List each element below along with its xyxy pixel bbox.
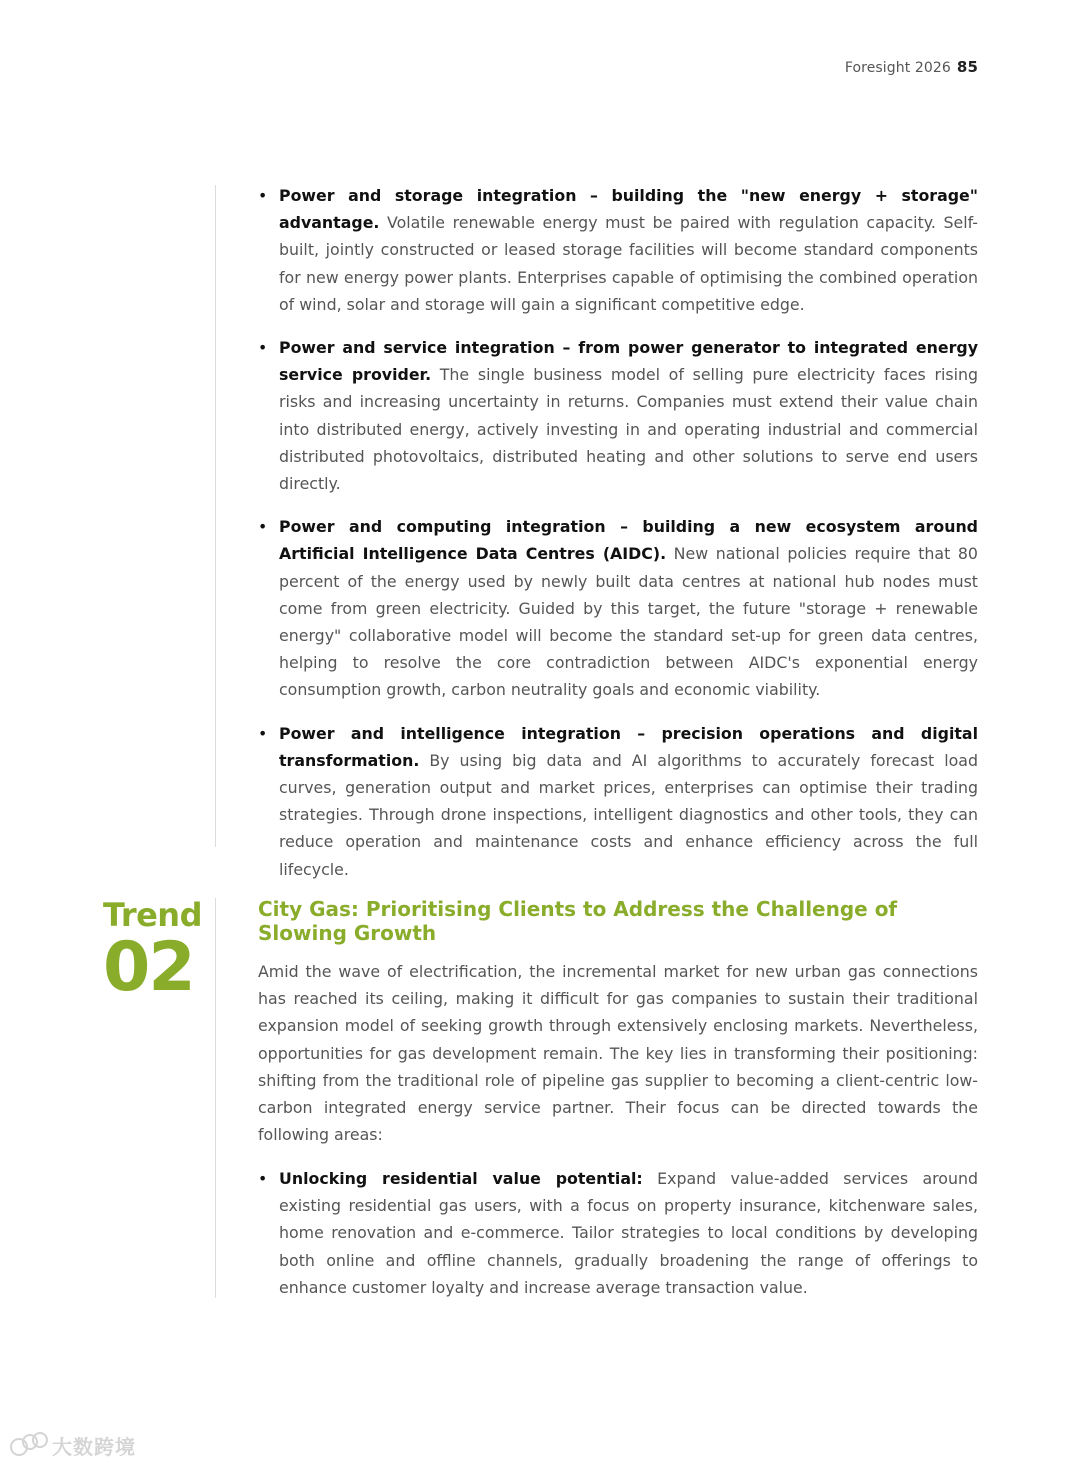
vertical-divider xyxy=(215,185,216,847)
bullet-heading: Power and intelligence integration – precision operations and digital transformation. xyxy=(279,723,978,770)
bullet-heading: Unlocking residential value potential: xyxy=(279,1169,643,1188)
section-title: City Gas: Prioritising Clients to Address the Challenge of Slowing Growth xyxy=(258,897,898,945)
bullet-heading: Power and computing integration – building a new ecosystem around Artificial Intelligence Data Centres (AIDC). xyxy=(279,517,978,564)
list-item xyxy=(258,720,978,883)
bullet-icon: • xyxy=(258,186,268,205)
list-item xyxy=(258,334,978,497)
trend-label: Trend xyxy=(103,896,202,934)
section-intro: Amid the wave of electrification, the incremental market for new urban gas connections has reached its ceiling, making it difficult for gas companies to sustain their traditional expansion model of seeking growth through extensively enclosing markets. Nevertheless, opportunities for gas development remain. The key lies in transforming their positioning: shifting from the traditional role of pipeline gas supplier to becoming a client-centric low-carbon integrated energy service partner. Their focus can be directed towards the following areas: xyxy=(258,962,978,1145)
bullet-icon: • xyxy=(258,338,268,358)
watermark-text: 大数跨境 xyxy=(52,1435,136,1459)
city-gas-bullet-list xyxy=(258,1165,978,1301)
watermark-logo-icon xyxy=(10,1432,48,1460)
trend-marker xyxy=(103,895,202,1007)
trend-number: 02 xyxy=(103,928,194,1007)
integration-bullet-list xyxy=(258,182,978,883)
bullet-body: New national policies require that 80 percent of the energy used by newly built data centres at national hub nodes must come from green electricity. Guided by this target, the future "storage + renewable energy" collaborative model will become the standard set-up for green data centres, helping to resolve the core contradiction between AIDC's exponential energy consumption growth, carbon neutrality goals and economic viability. xyxy=(279,544,978,700)
bullet-body: Expand value-added services around existing residential gas users, with a focus on property insurance, kitchenware sales, home renovation and e-commerce. Tailor strategies to local conditions by developing both online and offline channels, gradually broadening the range of offerings to enhance customer loyalty and increase average transaction value. xyxy=(279,1169,978,1297)
bullet-body: Volatile renewable energy must be paired with regulation capacity. Self-built, jointly constructed or leased storage facilities will become standard components for new energy power plants. Enterprises capable of optimising the combined operation of wind, solar and storage will gain a significant competitive edge. xyxy=(279,213,978,314)
list-item xyxy=(258,513,978,703)
watermark xyxy=(10,1431,136,1460)
bullet-body: The single business model of selling pure electricity faces rising risks and increasing uncertainty in returns. Companies must extend their value chain into distributed energy, actively investing in and operating industrial and commercial distributed photovoltaics, distributed heating and other solutions to serve end users directly. xyxy=(279,365,979,494)
list-item xyxy=(258,1165,978,1301)
bullet-icon: • xyxy=(258,1169,268,1188)
page-number: 85 xyxy=(956,58,978,76)
publication-title: Foresight 2026 xyxy=(844,60,951,76)
list-item xyxy=(258,182,978,318)
bullet-body: By using big data and AI algorithms to accurately forecast load curves, generation output and market prices, enterprises can optimise their trading strategies. Through drone inspections, intelligent diagnostics and other tools, they can reduce operation and maintenance costs and enhance efficiency across the full lifecycle. xyxy=(279,750,978,879)
running-header xyxy=(845,58,978,76)
bullet-icon: • xyxy=(258,517,268,537)
bullet-icon: • xyxy=(258,723,268,743)
vertical-divider xyxy=(215,898,216,1298)
bullet-heading: Power and storage integration – building the "new energy + storage" advantage. xyxy=(279,186,978,233)
bullet-heading: Power and service integration – from power generator to integrated energy service provider. xyxy=(279,338,978,385)
